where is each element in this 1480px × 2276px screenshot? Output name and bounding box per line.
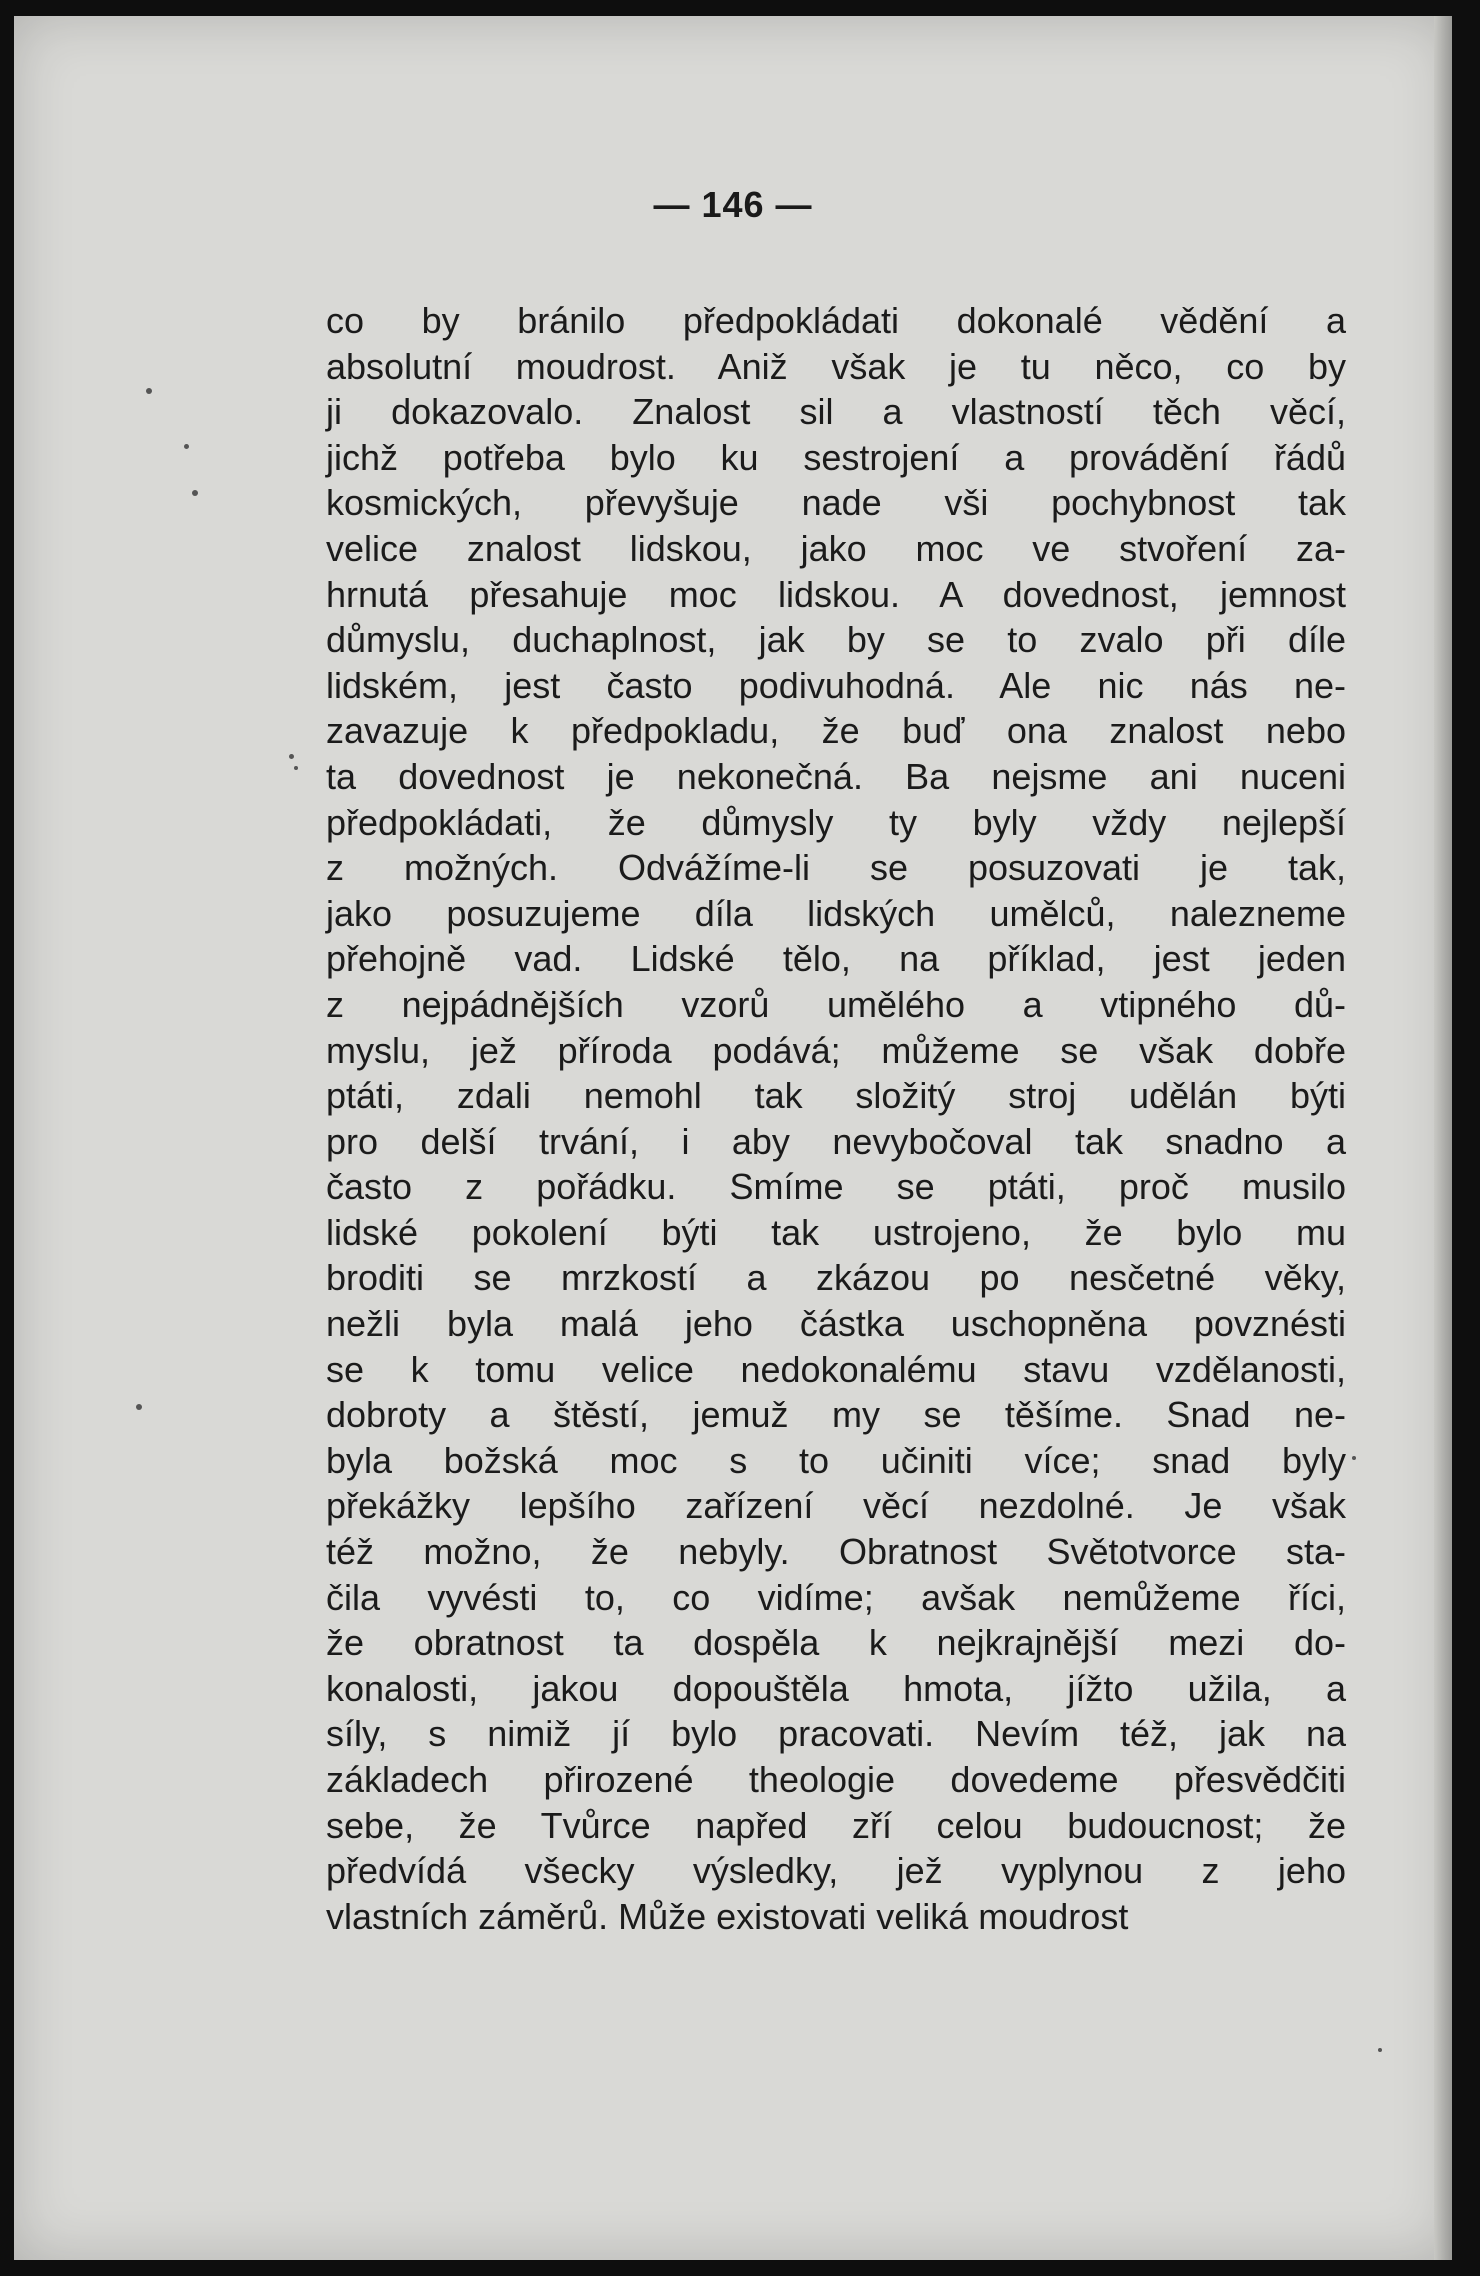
text-line: důmyslu, duchaplnost, jak by se to zvalo při díle <box>326 619 1346 661</box>
text-line: ji dokazovalo. Znalost sil a vlastností těch věcí, <box>326 391 1346 433</box>
text-line: předpokládati, že důmysly ty byly vždy nejlepší <box>326 801 1346 843</box>
text-line: lidském, jest často podivuhodná. Ale nic nás ne- <box>326 664 1346 706</box>
scan-speck <box>1378 2048 1382 2052</box>
scan-speck <box>1352 1456 1356 1460</box>
text-line: sebe, že Tvůrce napřed zří celou budoucnost; že <box>326 1804 1346 1846</box>
text-line: z nejpádnějších vzorů umělého a vtipného dů- <box>326 983 1346 1025</box>
text-line: pro delší trvání, i aby nevybočoval tak snadno a <box>326 1120 1346 1162</box>
text-line: ta dovednost je nekonečná. Ba nejsme ani nuceni <box>326 755 1346 797</box>
page-number: — 146 — <box>653 184 813 225</box>
scan-speck <box>192 490 198 496</box>
text-line: předvídá všecky výsledky, jež vyplynou z jeho <box>326 1850 1346 1892</box>
text-line: konalosti, jakou dopouštěla hmota, jížto užila, a <box>326 1667 1346 1709</box>
text-line: čila vyvésti to, co vidíme; avšak nemůžeme říci, <box>326 1576 1346 1618</box>
scan-speck <box>289 754 294 759</box>
text-line: ptáti, zdali nemohl tak složitý stroj udělán býti <box>326 1075 1346 1117</box>
text-line: absolutní moudrost. Aniž však je tu něco, co by <box>326 345 1346 387</box>
text-line: co by bránilo předpokládati dokonalé vědění a <box>326 300 1346 341</box>
text-line: základech přirozené theologie dovedeme přesvědčiti <box>326 1759 1346 1800</box>
scan-speck <box>146 388 152 394</box>
text-line: přehojně vad. Lidské tělo, na příklad, jest jeden <box>326 938 1346 980</box>
text-line: z možných. Odvážíme-li se posuzovati je tak, <box>326 847 1346 889</box>
text-line: se k tomu velice nedokonalému stavu vzdělanosti, <box>326 1348 1346 1390</box>
text-line: byla božská moc s to učiniti více; snad byly <box>326 1439 1346 1481</box>
text-line: vlastních záměrů. Může existovati veliká moudrost <box>326 1895 1129 1937</box>
text-line: že obratnost ta dospěla k nejkrajnější mezi do- <box>326 1622 1346 1664</box>
text-line: překážky lepšího zařízení věcí nezdolné. Je však <box>326 1485 1346 1527</box>
text-line: kosmických, převyšuje nade vši pochybnost tak <box>326 482 1346 524</box>
text-line: myslu, jež příroda podává; můžeme se však dobře <box>326 1029 1346 1071</box>
book-page <box>14 16 1452 2260</box>
scan-speck <box>136 1404 142 1410</box>
text-line: dobroty a štěstí, jemuž my se těšíme. Snad ne- <box>326 1394 1346 1436</box>
scan-speck <box>184 444 189 449</box>
text-line: nežli byla malá jeho částka uschopněna povznésti <box>326 1303 1346 1345</box>
text-line: zavazuje k předpokladu, že buď ona znalost nebo <box>326 710 1346 752</box>
text-line: jako posuzujeme díla lidských umělců, nalezneme <box>326 892 1346 934</box>
text-line: broditi se mrzkostí a zkázou po nesčetné věky, <box>326 1257 1346 1299</box>
text-line: síly, s nimiž jí bylo pracovati. Nevím též, jak na <box>326 1713 1346 1755</box>
text-line: též možno, že nebyly. Obratnost Světotvorce sta- <box>326 1531 1346 1573</box>
page-edge <box>1434 16 1452 2260</box>
text-line: velice znalost lidskou, jako moc ve stvoření za- <box>326 527 1346 569</box>
scan-speck <box>294 766 298 770</box>
text-line: lidské pokolení býti tak ustrojeno, že bylo mu <box>326 1211 1346 1253</box>
text-line: často z pořádku. Smíme se ptáti, proč musilo <box>326 1166 1346 1208</box>
text-line: hrnutá přesahuje moc lidskou. A dovednost, jemnost <box>326 573 1346 615</box>
text-line: jichž potřeba bylo ku sestrojení a provádění řádů <box>326 436 1346 478</box>
body-text <box>326 298 1346 1939</box>
